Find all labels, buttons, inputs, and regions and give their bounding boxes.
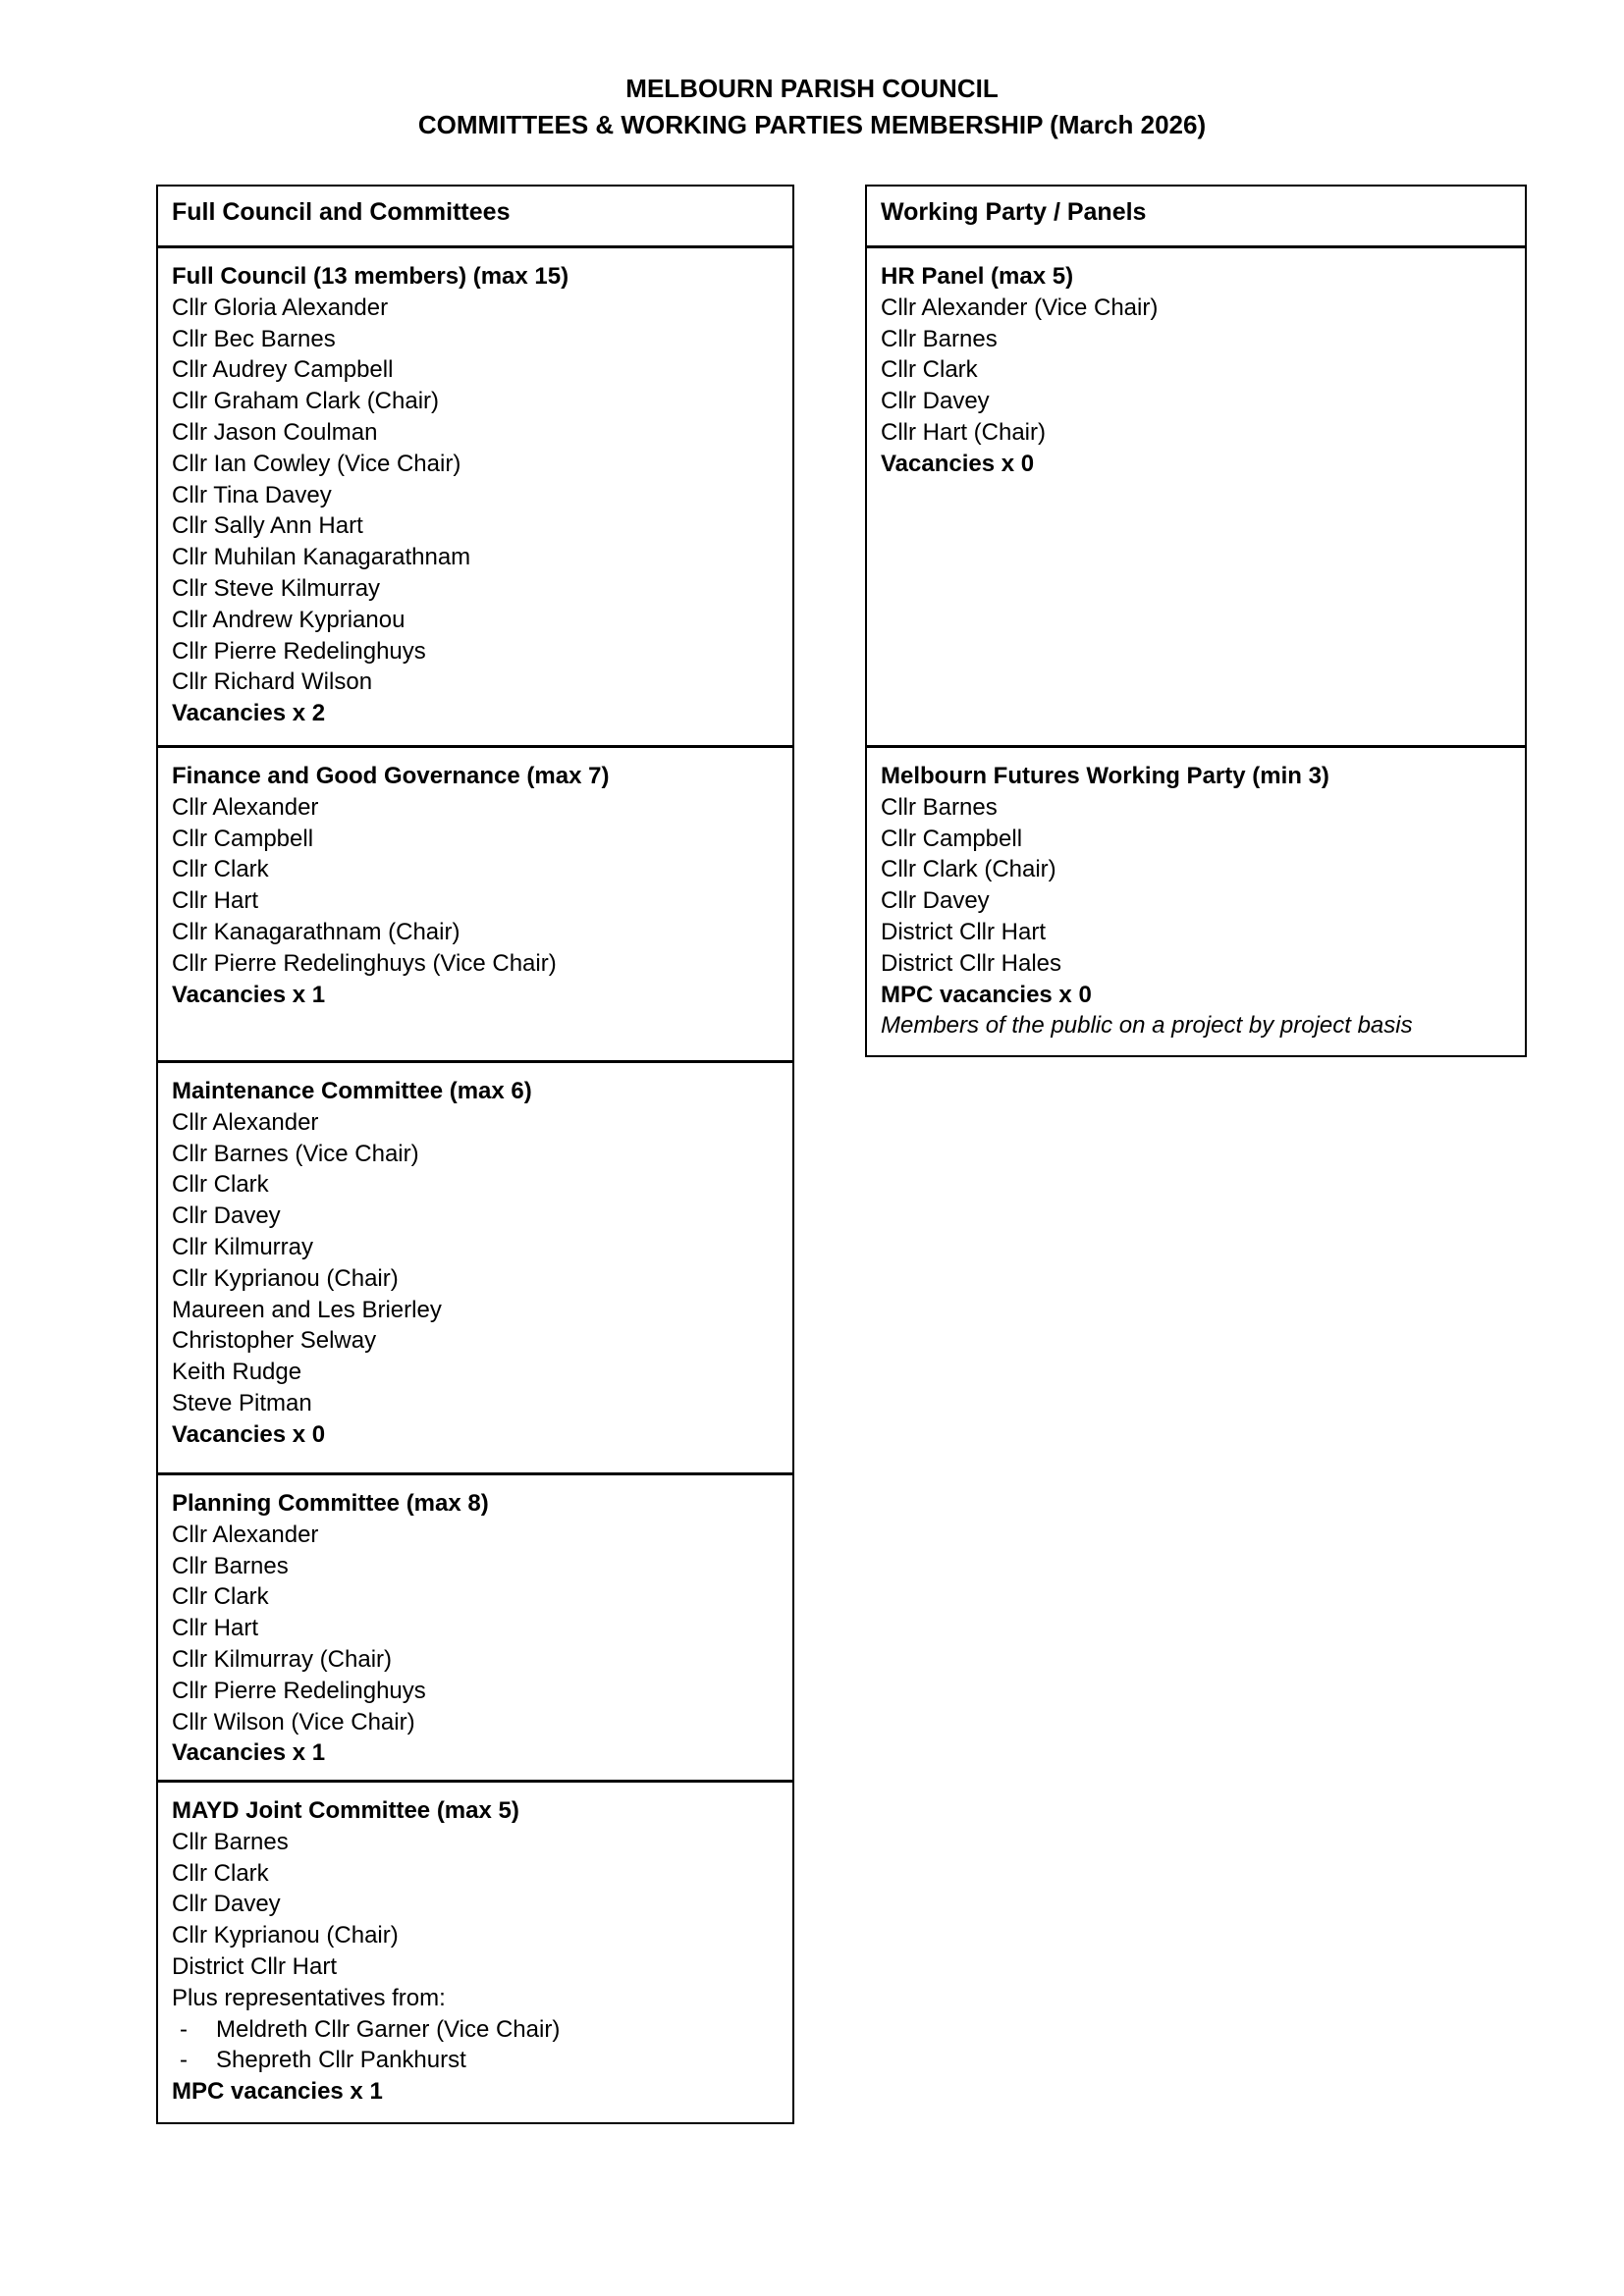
member-line <box>172 573 779 605</box>
member-text: Cllr Barnes <box>881 325 998 352</box>
member-text: Cllr Gloria Alexander <box>172 294 389 321</box>
member-text: Cllr Clark <box>172 1583 269 1611</box>
member-text: Vacancies x 1 <box>172 1739 326 1767</box>
member-line <box>172 667 779 698</box>
member-line <box>881 948 1511 980</box>
member-line <box>881 449 1511 480</box>
member-line <box>881 324 1511 355</box>
member-line <box>172 542 779 573</box>
document-title-line2: COMMITTEES & WORKING PARTIES MEMBERSHIP (March 2026) <box>417 110 1207 139</box>
full-council-committees-table <box>156 185 794 2124</box>
member-line <box>172 480 779 511</box>
member-line <box>172 324 779 355</box>
member-text: Cllr Muhilan Kanagarathnam <box>172 544 471 571</box>
member-text: Cllr Wilson (Vice Chair) <box>172 1708 415 1735</box>
member-text: District Cllr Hales <box>881 949 1062 977</box>
member-text: Cllr Barnes <box>172 1552 289 1579</box>
section-heading: MAYD Joint Committee (max 5) <box>172 1797 519 1824</box>
section-planning-committee <box>158 1472 792 1780</box>
member-line <box>172 1325 779 1357</box>
member-text: Cllr Alexander (Vice Chair) <box>881 294 1159 321</box>
member-text: Cllr Alexander <box>172 1521 319 1548</box>
member-text: Vacancies x 0 <box>881 450 1035 477</box>
member-text: Cllr Barnes <box>881 793 998 821</box>
member-list <box>172 1107 779 1451</box>
member-text: District Cllr Hart <box>881 918 1046 945</box>
member-text: Cllr Hart (Chair) <box>881 418 1046 446</box>
section-heading: Melbourn Futures Working Party (min 3) <box>881 763 1329 789</box>
section-melbourn-futures <box>867 745 1525 1055</box>
member-line <box>172 1520 779 1551</box>
member-text: MPC vacancies x 0 <box>881 981 1092 1008</box>
member-text: Cllr Graham Clark (Chair) <box>172 388 440 415</box>
member-text: Cllr Bec Barnes <box>172 325 336 352</box>
member-text: Cllr Hart <box>172 1615 258 1642</box>
member-line <box>881 980 1511 1011</box>
member-text: Cllr Alexander <box>172 1108 319 1136</box>
member-text: District Cllr Hart <box>172 1952 337 1980</box>
member-line <box>172 1295 779 1326</box>
member-text: Cllr Clark <box>881 356 978 384</box>
member-list <box>881 792 1511 1041</box>
member-line <box>172 293 779 324</box>
member-line <box>172 1676 779 1707</box>
member-line <box>172 917 779 948</box>
member-line <box>172 1232 779 1263</box>
member-text: Vacancies x 1 <box>172 981 326 1008</box>
section-heading: HR Panel (max 5) <box>881 263 1074 290</box>
member-text: Cllr Davey <box>172 1891 281 1918</box>
member-list <box>172 1827 779 2108</box>
member-text: Cllr Clark <box>172 1859 269 1887</box>
member-line <box>172 1201 779 1232</box>
member-text: Cllr Kyprianou (Chair) <box>172 1264 399 1292</box>
member-text: Cllr Ian Cowley (Vice Chair) <box>172 450 461 477</box>
member-line <box>881 917 1511 948</box>
member-text: Meldreth Cllr Garner (Vice Chair) <box>216 2015 561 2043</box>
member-line <box>172 1419 779 1451</box>
member-text: Cllr Campbell <box>172 825 314 852</box>
member-text: Keith Rudge <box>172 1359 302 1386</box>
member-line <box>172 980 779 1011</box>
member-line <box>172 2076 779 2108</box>
member-text: Steve Pitman <box>172 1389 312 1416</box>
member-line <box>172 510 779 542</box>
member-line <box>172 1613 779 1644</box>
member-text: MPC vacancies x 1 <box>172 2078 383 2106</box>
member-text: Cllr Clark <box>172 1171 269 1199</box>
member-text: Cllr Pierre Redelinghuys <box>172 637 426 665</box>
member-line <box>172 1983 779 2014</box>
member-line <box>172 1551 779 1582</box>
member-text: Maureen and Les Brierley <box>172 1296 442 1323</box>
member-text: Cllr Barnes (Vice Chair) <box>172 1140 419 1167</box>
document-title-line1: MELBOURN PARISH COUNCIL <box>625 74 999 103</box>
member-line <box>172 1357 779 1388</box>
section-heading: Planning Committee (max 8) <box>172 1490 489 1517</box>
member-text: Christopher Selway <box>172 1327 377 1355</box>
member-line <box>172 1889 779 1920</box>
member-line <box>881 417 1511 449</box>
member-text: Plus representatives from: <box>172 1984 446 2011</box>
right-column-header: Working Party / Panels <box>881 198 1147 226</box>
member-line <box>172 1388 779 1419</box>
member-line <box>881 824 1511 855</box>
member-text: Cllr Pierre Redelinghuys (Vice Chair) <box>172 949 557 977</box>
member-line <box>881 386 1511 417</box>
member-text: Cllr Pierre Redelinghuys <box>172 1677 426 1704</box>
member-line <box>172 449 779 480</box>
member-line <box>172 948 779 980</box>
member-line <box>881 293 1511 324</box>
member-line <box>172 2014 779 2046</box>
member-text: Cllr Kyprianou (Chair) <box>172 1922 399 1949</box>
member-line <box>172 386 779 417</box>
member-text: Cllr Davey <box>881 388 990 415</box>
member-line <box>172 1581 779 1613</box>
left-column-header: Full Council and Committees <box>172 198 511 226</box>
member-text: Cllr Kilmurray (Chair) <box>172 1645 393 1673</box>
member-line <box>881 1010 1511 1041</box>
member-text: Cllr Sally Ann Hart <box>172 512 363 540</box>
member-line <box>172 1951 779 1983</box>
section-heading: Finance and Good Governance (max 7) <box>172 763 610 789</box>
member-line <box>172 1139 779 1170</box>
member-list <box>881 293 1511 480</box>
member-line <box>881 792 1511 824</box>
document-title <box>0 71 1624 143</box>
member-text: Cllr Kanagarathnam (Chair) <box>172 918 460 945</box>
member-line <box>172 1920 779 1951</box>
member-text: Cllr Clark <box>172 856 269 883</box>
member-list <box>172 792 779 1011</box>
member-line <box>172 824 779 855</box>
section-full-council <box>158 245 792 745</box>
member-text: Cllr Steve Kilmurray <box>172 574 381 602</box>
member-text: Vacancies x 0 <box>172 1420 326 1448</box>
member-text: Cllr Davey <box>172 1202 281 1230</box>
member-line <box>172 2045 779 2076</box>
member-line <box>172 1644 779 1676</box>
member-line <box>881 885 1511 917</box>
member-text: Cllr Tina Davey <box>172 481 332 508</box>
member-line <box>172 854 779 885</box>
section-maintenance-committee <box>158 1060 792 1472</box>
member-line <box>172 1858 779 1890</box>
section-heading: Full Council (13 members) (max 15) <box>172 263 569 290</box>
section-finance-good-governance <box>158 745 792 1060</box>
member-list <box>172 293 779 729</box>
member-line <box>172 354 779 386</box>
member-text: Cllr Hart <box>172 887 258 915</box>
member-line <box>172 636 779 667</box>
working-party-panels-table <box>865 185 1527 1057</box>
member-line <box>172 417 779 449</box>
member-text: Cllr Kilmurray <box>172 1233 313 1260</box>
member-text: Cllr Barnes <box>172 1828 289 1855</box>
member-text: Vacancies x 2 <box>172 700 326 727</box>
member-list <box>172 1520 779 1769</box>
dash-bullet: - <box>180 2015 188 2043</box>
member-line <box>172 698 779 729</box>
member-text: Cllr Davey <box>881 887 990 915</box>
section-mayd-joint-committee <box>158 1780 792 2122</box>
member-line <box>172 1827 779 1858</box>
member-line <box>172 1107 779 1139</box>
member-text: Members of the public on a project by project basis <box>881 1012 1413 1040</box>
member-text: Cllr Andrew Kyprianou <box>172 606 406 633</box>
member-text: Shepreth Cllr Pankhurst <box>216 2047 466 2074</box>
member-text: Cllr Jason Coulman <box>172 418 378 446</box>
section-heading: Maintenance Committee (max 6) <box>172 1078 532 1104</box>
member-text: Cllr Alexander <box>172 793 319 821</box>
member-line <box>172 1707 779 1738</box>
member-line <box>881 354 1511 386</box>
member-line <box>881 854 1511 885</box>
member-line <box>172 1737 779 1769</box>
member-text: Cllr Richard Wilson <box>172 668 373 696</box>
member-line <box>172 1263 779 1295</box>
member-text: Cllr Clark (Chair) <box>881 856 1056 883</box>
section-hr-panel <box>867 245 1525 745</box>
member-text: Cllr Campbell <box>881 825 1023 852</box>
member-line <box>172 885 779 917</box>
member-text: Cllr Audrey Campbell <box>172 356 394 384</box>
member-line <box>172 1169 779 1201</box>
dash-bullet: - <box>180 2047 188 2074</box>
member-line <box>172 792 779 824</box>
member-line <box>172 605 779 636</box>
